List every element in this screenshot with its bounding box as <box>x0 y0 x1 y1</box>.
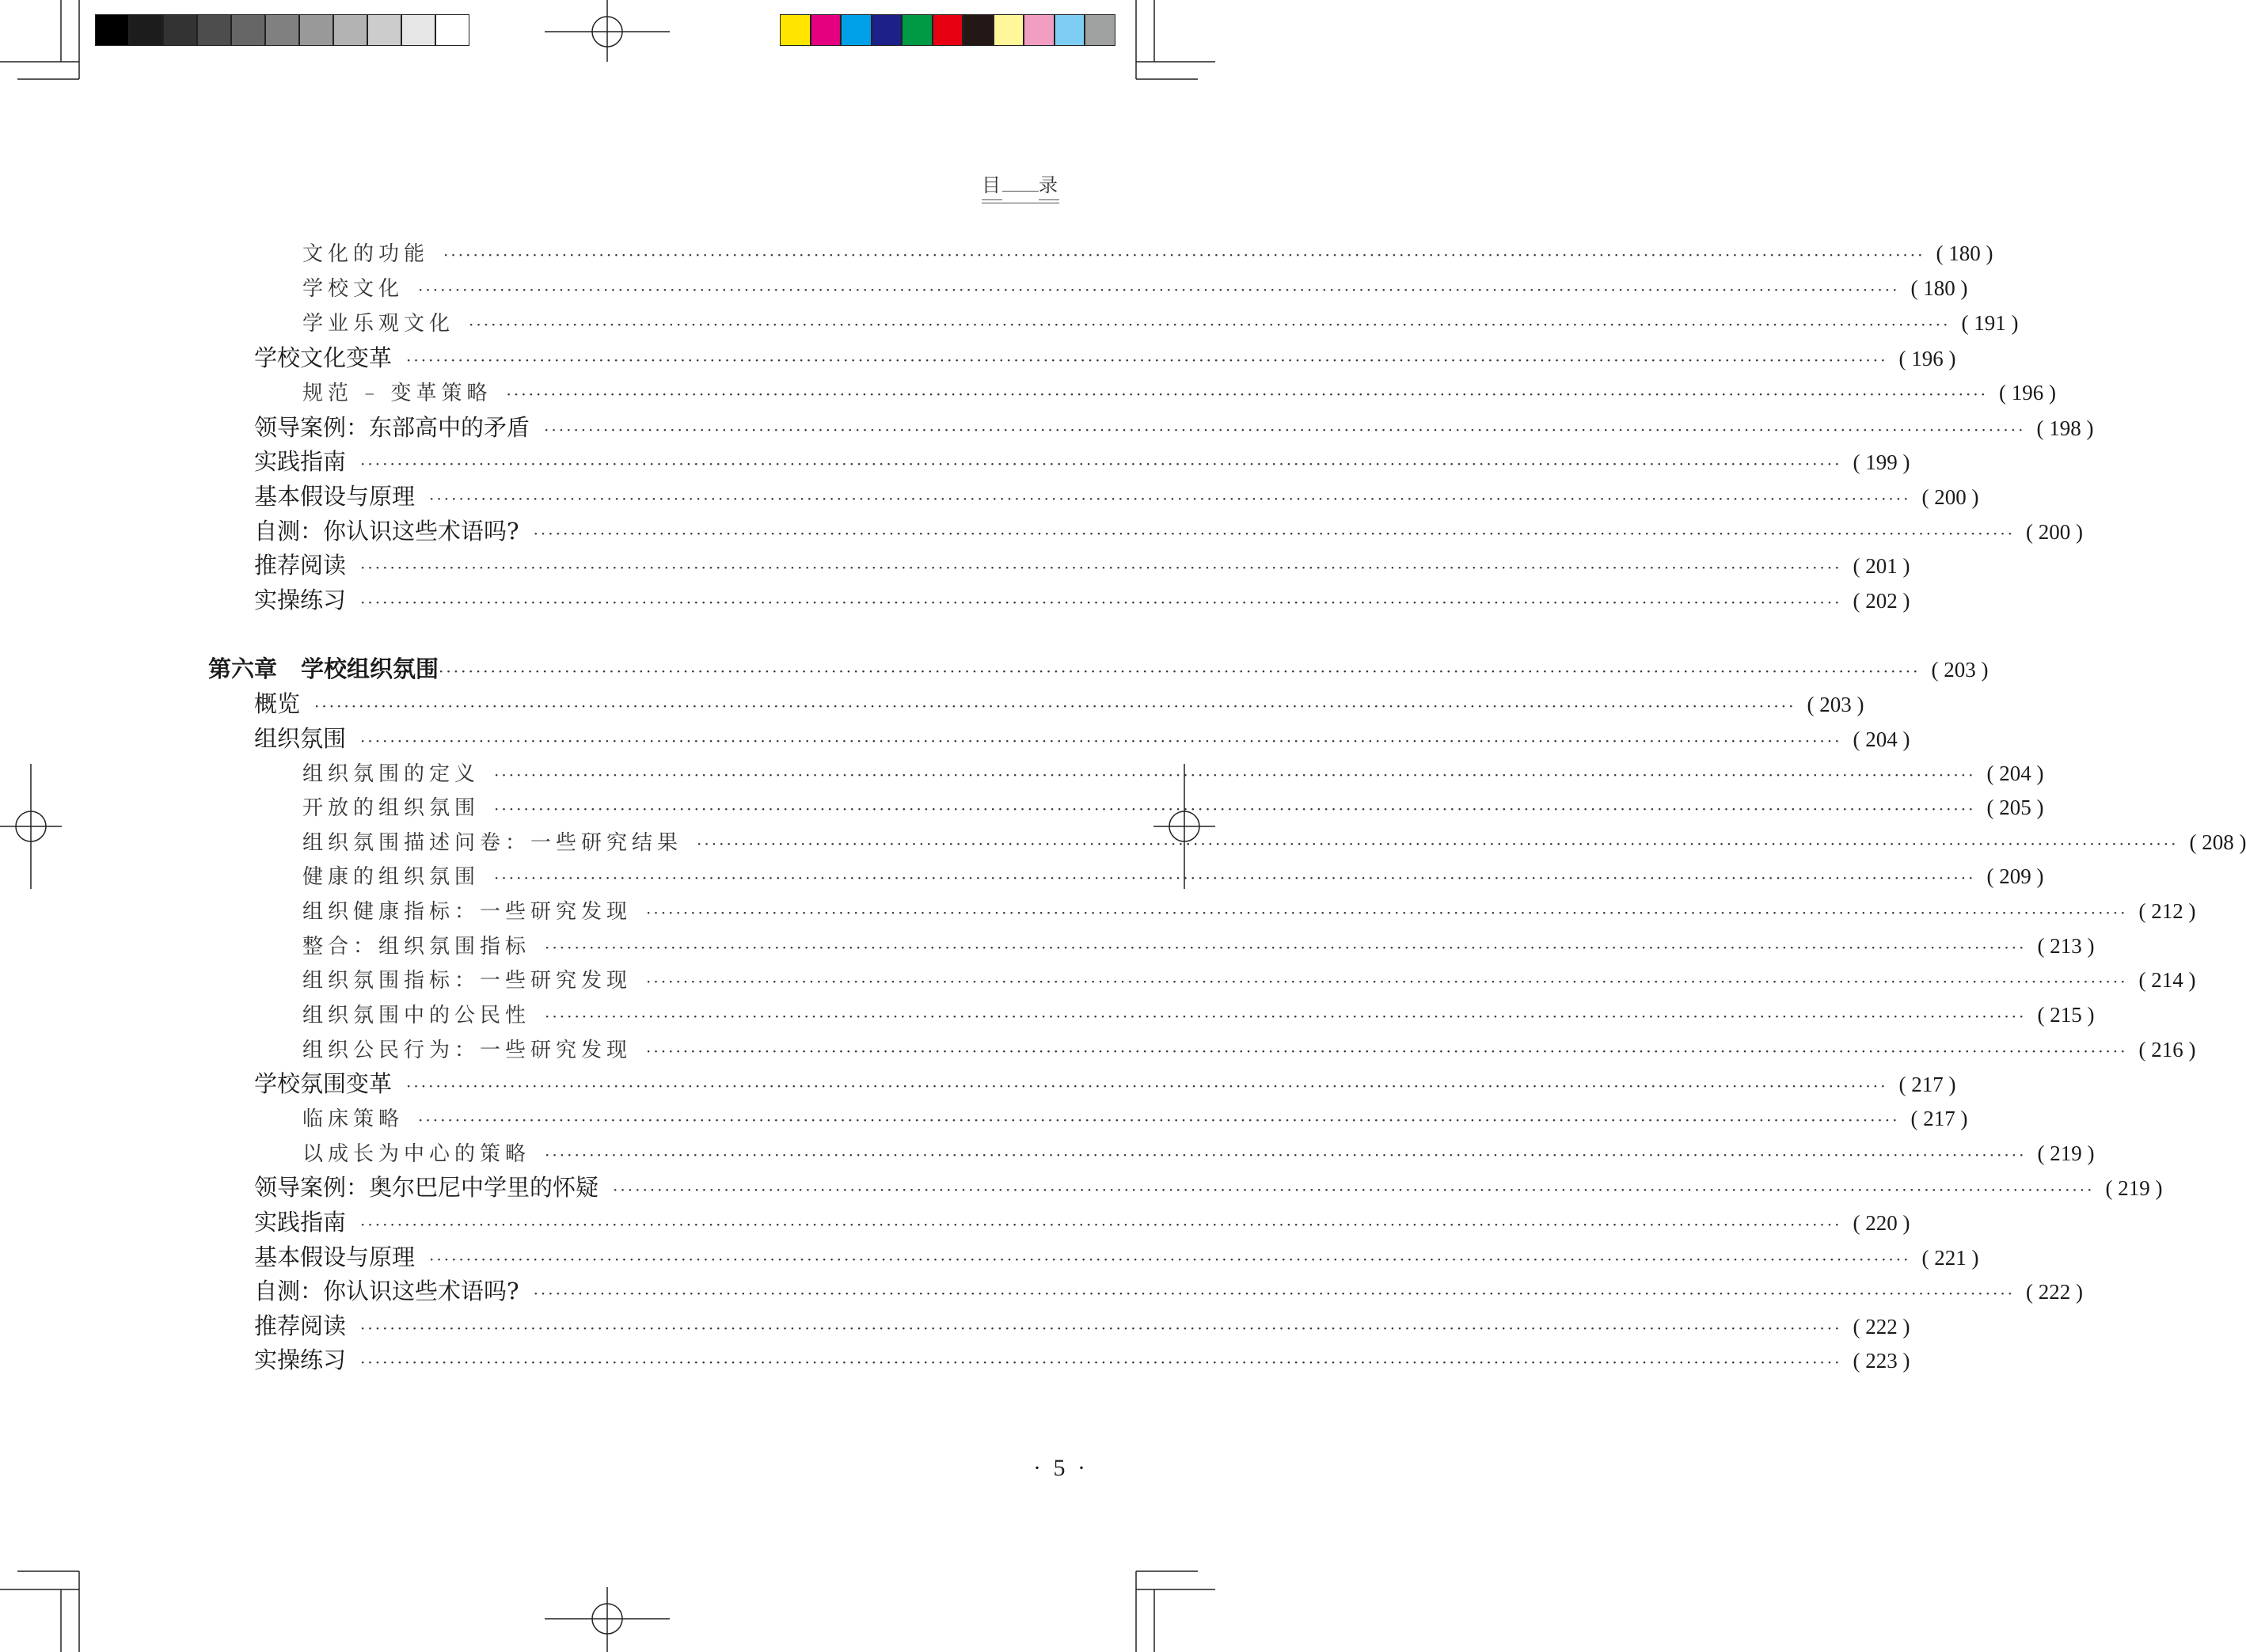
toc-entry-page: ( 180 ) <box>1910 276 1968 300</box>
toc-entry-title: 组织氛围中的公民性 <box>302 1004 531 1027</box>
dot-leader: ········································································································································································································ <box>646 903 2128 922</box>
gray-swatch <box>435 14 469 46</box>
toc-entry-page: ( 223 ) <box>1853 1349 1910 1373</box>
toc-entry-page: ( 212 ) <box>2138 899 2196 923</box>
toc-entry-page: ( 205 ) <box>1986 796 2044 819</box>
color-swatch <box>811 14 842 46</box>
toc-entry[interactable] <box>302 792 2044 823</box>
dot-leader: ········································································································································································································ <box>418 280 1900 299</box>
toc-entry-title: 推荐阅读 <box>254 1312 347 1339</box>
toc-entry-page: ( 213 ) <box>2037 934 2095 958</box>
toc-entry-page: ( 214 ) <box>2138 968 2196 992</box>
toc-entry[interactable] <box>254 1206 1910 1238</box>
dot-leader: ········································································································································································································ <box>494 799 1976 818</box>
toc-entry[interactable] <box>254 480 1979 512</box>
dot-leader: ········································································································································································································ <box>646 972 2128 991</box>
toc-entry[interactable] <box>302 237 1993 269</box>
color-swatch <box>1024 14 1055 46</box>
toc-entry-page: ( 204 ) <box>1986 761 2044 785</box>
toc-entry-title: 组织氛围的定义 <box>302 762 481 786</box>
toc-entry-title: 整合：组织氛围指标 <box>302 935 531 959</box>
dot-leader: ········································································································································································································ <box>360 454 1842 473</box>
toc-entry[interactable] <box>254 1344 1910 1376</box>
color-swatch <box>1085 14 1115 46</box>
dot-leader: ········································································································································································································ <box>494 765 1976 784</box>
dot-leader: ········································································································································································································ <box>533 524 2016 543</box>
toc-entry-page: ( 208 ) <box>2189 830 2246 854</box>
gray-swatch <box>401 14 435 46</box>
toc-entry[interactable] <box>302 930 2095 962</box>
dot-leader: ········································································································································································································ <box>429 1250 1911 1269</box>
gray-swatch <box>299 14 333 46</box>
toc-entry-page: ( 196 ) <box>1999 381 2056 404</box>
toc-entry[interactable] <box>254 688 1864 720</box>
color-swatch <box>872 14 903 46</box>
toc-entry-title: 健康的组织氛围 <box>302 865 481 889</box>
toc-entry-page: ( 219 ) <box>2037 1141 2095 1165</box>
dot-leader: ········································································································································································································ <box>360 1215 1842 1234</box>
gray-swatch <box>265 14 299 46</box>
running-header-left: 目 <box>982 169 1002 200</box>
chapter-title: 学校组织氛围 <box>301 655 439 682</box>
toc-entry-title: 组织健康指标：一些研究发现 <box>302 900 633 924</box>
color-swatch <box>780 14 811 46</box>
dot-leader: ········································································································································································································ <box>360 731 1842 750</box>
toc-entry[interactable] <box>254 1310 1910 1342</box>
toc-entry-page: ( 199 ) <box>1853 450 1910 474</box>
dot-leader: ········································································································································································································ <box>360 1353 1842 1372</box>
toc-entry-page: ( 221 ) <box>1921 1246 1979 1270</box>
toc-entry-title: 概览 <box>254 690 301 717</box>
toc-entry[interactable] <box>302 758 2044 789</box>
color-swatch <box>963 14 994 46</box>
toc-entry[interactable] <box>254 1241 1979 1273</box>
toc-entry-page: ( 217 ) <box>1898 1073 1956 1096</box>
toc-entry-title: 实操练习 <box>254 587 347 613</box>
gray-swatch <box>333 14 367 46</box>
dot-leader: ········································································································································································································ <box>439 662 1921 681</box>
dot-leader: ········································································································································································································ <box>314 697 1796 716</box>
toc-entry-page: ( 216 ) <box>2138 1038 2196 1061</box>
toc-entry-page: ( 203 ) <box>1807 693 1864 716</box>
gray-swatch <box>231 14 265 46</box>
toc-entry-title: 临床策略 <box>302 1107 405 1131</box>
toc-entry[interactable] <box>302 999 2095 1031</box>
toc-entry[interactable] <box>302 377 2056 408</box>
toc-entry-page: ( 222 ) <box>2026 1280 2084 1304</box>
toc-entry-title: 组织公民行为：一些研究发现 <box>302 1039 633 1062</box>
toc-entry-title: 实操练习 <box>254 1346 347 1373</box>
toc-entry-title: 学校氛围变革 <box>254 1070 393 1097</box>
toc-entry[interactable] <box>302 1103 1968 1134</box>
toc-entry[interactable] <box>254 584 1910 616</box>
dot-leader: ········································································································································································································ <box>443 245 1925 264</box>
toc-entry-title: 学校文化 <box>302 277 405 301</box>
toc-entry-page: ( 202 ) <box>1853 589 1910 613</box>
toc-entry-title: 领导案例：东部高中的矛盾 <box>254 414 530 441</box>
toc-entry-page: ( 222 ) <box>1853 1315 1910 1339</box>
toc-entry-page: ( 200 ) <box>1921 485 1979 509</box>
toc-entry-page: ( 209 ) <box>1986 864 2044 888</box>
toc-entry[interactable] <box>302 964 2196 996</box>
toc-entry-title: 学业乐观文化 <box>302 312 455 336</box>
dot-leader: ········································································································································································································ <box>544 420 2026 439</box>
toc-entry-title: 组织氛围描述问卷：一些研究结果 <box>302 831 683 855</box>
toc-entry-title: 规范 – 变革策略 <box>302 382 492 405</box>
dot-leader: ········································································································································································································ <box>545 1145 2027 1164</box>
toc-entry-page: ( 180 ) <box>1936 241 1993 265</box>
dot-leader: ········································································································································································································ <box>469 315 1951 334</box>
toc-entry-title: 自测：你认识这些术语吗? <box>254 518 519 545</box>
dot-leader: ········································································································································································································ <box>545 1007 2027 1026</box>
toc-entry[interactable] <box>302 307 2019 339</box>
running-header <box>982 169 1059 203</box>
toc-entry[interactable] <box>302 1034 2196 1065</box>
toc-entry-title: 实践指南 <box>254 448 347 475</box>
color-swatch <box>1055 14 1085 46</box>
dot-leader: ········································································································································································································ <box>360 558 1842 577</box>
process-color-bar <box>780 14 1115 46</box>
grayscale-color-bar <box>95 14 469 46</box>
toc-entry-title: 自测：你认识这些术语吗? <box>254 1278 519 1305</box>
toc-entry[interactable] <box>254 342 1956 374</box>
dot-leader: ········································································································································································································ <box>360 593 1842 612</box>
toc-entry[interactable] <box>254 446 1910 477</box>
toc-entry[interactable] <box>254 412 2094 443</box>
color-swatch <box>994 14 1024 46</box>
toc-entry-title: 组织氛围 <box>254 725 347 752</box>
toc-entry[interactable] <box>254 1068 1956 1099</box>
toc-entry-title: 开放的组织氛围 <box>302 796 481 820</box>
color-swatch <box>841 14 872 46</box>
toc-entry-title: 基本假设与原理 <box>254 483 416 510</box>
toc-entry-page: ( 217 ) <box>1910 1107 1968 1130</box>
toc-entry-page: ( 219 ) <box>2105 1176 2163 1200</box>
toc-entry-page: ( 215 ) <box>2037 1003 2095 1027</box>
toc-entry-title: 组织氛围指标：一些研究发现 <box>302 969 633 993</box>
gray-swatch <box>129 14 163 46</box>
toc-entry-page: ( 204 ) <box>1853 727 1910 751</box>
dot-leader: ········································································································································································································ <box>533 1284 2016 1303</box>
dot-leader: ········································································································································································································ <box>418 1111 1900 1130</box>
toc-entry[interactable] <box>254 515 2084 547</box>
toc-entry[interactable] <box>302 826 2246 858</box>
toc-entry-page: ( 203 ) <box>1931 658 1989 682</box>
toc-entry-title <box>208 653 439 685</box>
toc-entry-page: ( 198 ) <box>2036 416 2094 440</box>
running-header-right: 录 <box>1039 169 1059 200</box>
gray-swatch <box>367 14 401 46</box>
toc-entry[interactable] <box>254 1275 2084 1307</box>
toc-entry[interactable] <box>254 723 1910 754</box>
toc-entry-page: ( 196 ) <box>1898 347 1956 370</box>
chapter-entry[interactable] <box>208 653 1989 685</box>
dot-leader: ········································································································································································································ <box>406 1077 1888 1096</box>
toc-entry-title: 学校文化变革 <box>254 344 393 371</box>
color-swatch <box>902 14 933 46</box>
toc-entry-page: ( 191 ) <box>1961 311 2019 335</box>
toc-entry-page: ( 200 ) <box>2026 520 2084 544</box>
dot-leader: ········································································································································································································ <box>360 1319 1842 1338</box>
dot-leader: ········································································································································································································ <box>406 351 1888 370</box>
toc-entry-title: 领导案例：奥尔巴尼中学里的怀疑 <box>254 1174 599 1201</box>
toc-entry[interactable] <box>254 1172 2163 1203</box>
dot-leader: ········································································································································································································ <box>506 385 1989 404</box>
toc-entry-title: 推荐阅读 <box>254 552 347 579</box>
dot-leader: ········································································································································································································ <box>545 938 2027 957</box>
toc-entry[interactable] <box>302 1137 2095 1169</box>
dot-leader: ········································································································································································································ <box>494 868 1976 887</box>
color-swatch <box>933 14 963 46</box>
dot-leader: ········································································································································································································ <box>646 1042 2128 1061</box>
toc-entry[interactable] <box>302 860 2044 892</box>
toc-entry[interactable] <box>302 272 1968 304</box>
chapter-number: 第六章 <box>208 655 278 682</box>
dot-leader: ········································································································································································································ <box>697 834 2179 853</box>
toc-entry-page: ( 220 ) <box>1853 1211 1910 1235</box>
toc-entry-title: 实践指南 <box>254 1209 347 1236</box>
toc-entry[interactable] <box>254 549 1910 581</box>
dot-leader: ········································································································································································································ <box>429 489 1911 508</box>
gray-swatch <box>163 14 197 46</box>
toc-entry-page: ( 201 ) <box>1853 554 1910 578</box>
gray-swatch <box>95 14 129 46</box>
toc-entry-title: 文化的功能 <box>302 242 430 266</box>
toc-entry[interactable] <box>302 895 2196 927</box>
dot-leader: ········································································································································································································ <box>613 1180 2095 1199</box>
toc-entry-title: 以成长为中心的策略 <box>302 1142 531 1166</box>
page-number: · 5 · <box>1033 1455 1089 1481</box>
gray-swatch <box>197 14 231 46</box>
toc-entry-title: 基本假设与原理 <box>254 1244 416 1270</box>
